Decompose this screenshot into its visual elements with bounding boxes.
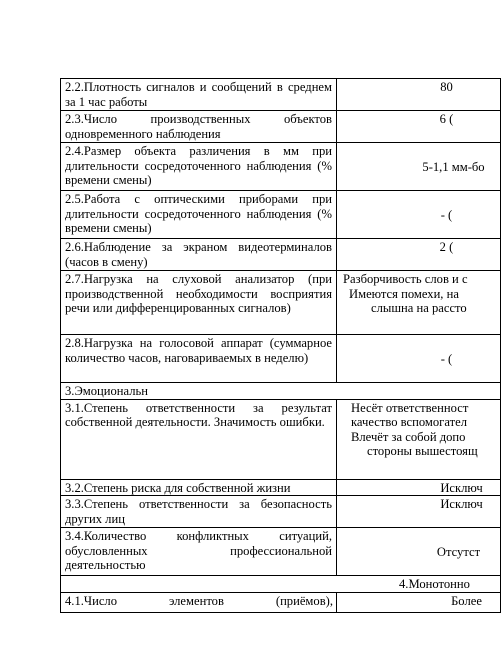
- value-line: слышна на рассто: [371, 301, 467, 316]
- row-label: 2.6.Наблюдение за экраном видеотерминалов (часов в смену): [61, 239, 337, 271]
- value-line: качество вспомогател: [351, 415, 467, 430]
- row-label: [61, 592, 337, 612]
- table-row: [61, 271, 501, 335]
- value-line: Имеются помехи, на: [349, 286, 459, 301]
- section-header-row: [61, 383, 501, 400]
- row-value: [337, 399, 501, 479]
- section-header-row: [61, 576, 501, 593]
- row-value: - (: [337, 335, 501, 383]
- row-label: 2.2.Плотность сигналов и сообщений в среднем за 1 час работы: [61, 79, 337, 111]
- row-label-text: 4.1.Число элементов (приёмов),: [65, 593, 333, 608]
- table-row: [61, 399, 501, 479]
- row-value: - (: [337, 191, 501, 239]
- row-label: 3.4.Количество конфликтных ситуаций, обусловленных профессиональной деятельностью: [61, 528, 337, 576]
- value-line: Влечёт за собой допо: [351, 429, 466, 444]
- row-label: 2.5.Работа с оптическими приборами при длительности сосредоточенного наблюдения (% времени смены): [61, 191, 337, 239]
- value-line: Разборчивость слов и с: [343, 272, 468, 286]
- section-heading: 3.Эмоциональн: [61, 383, 501, 400]
- table-row: [61, 79, 501, 111]
- table-row: [61, 239, 501, 271]
- table-row: [61, 335, 501, 383]
- value-line: Несёт ответственност: [351, 400, 469, 415]
- row-value: Исключ: [337, 496, 501, 528]
- row-value: Более: [337, 592, 501, 612]
- row-value: Исключ: [337, 479, 501, 496]
- row-label: 2.8.Нагрузка на голосовой аппарат (суммарное количество часов, наговариваемых в неделю): [61, 335, 337, 383]
- row-value: [337, 271, 501, 335]
- row-label: 2.7.Нагрузка на слуховой анализатор (при производственной необходимости восприятия речи или дифференцированных сигналов): [61, 271, 337, 335]
- table-row: [61, 496, 501, 528]
- row-label: 2.3.Число производственных объектов одновременного наблюдения: [61, 111, 337, 143]
- table-row: [61, 528, 501, 576]
- working-conditions-table: [60, 78, 501, 613]
- row-label: 2.4.Размер объекта различения в мм при длительности сосредоточенного наблюдения (% времени смены): [61, 143, 337, 191]
- row-value: 5-1,1 мм-бо: [337, 143, 501, 191]
- row-label: 3.1.Степень ответственности за результат собственной деятельности. Значимость ошибки.: [61, 399, 337, 479]
- row-label: 3.3.Степень ответственности за безопасность других лиц: [61, 496, 337, 528]
- row-value: 2 (: [337, 239, 501, 271]
- row-value: 6 (: [337, 111, 501, 143]
- row-value: 80: [337, 79, 501, 111]
- table-row: [61, 479, 501, 496]
- row-label: 3.2.Степень риска для собственной жизни: [61, 479, 337, 496]
- table-row: [61, 111, 501, 143]
- table-row: [61, 592, 501, 612]
- value-line: стороны вышестоящ: [367, 444, 478, 459]
- table-row: [61, 143, 501, 191]
- section-heading: 4.Монотонно: [61, 576, 501, 593]
- row-value: Отсутст: [337, 528, 501, 576]
- table-row: [61, 191, 501, 239]
